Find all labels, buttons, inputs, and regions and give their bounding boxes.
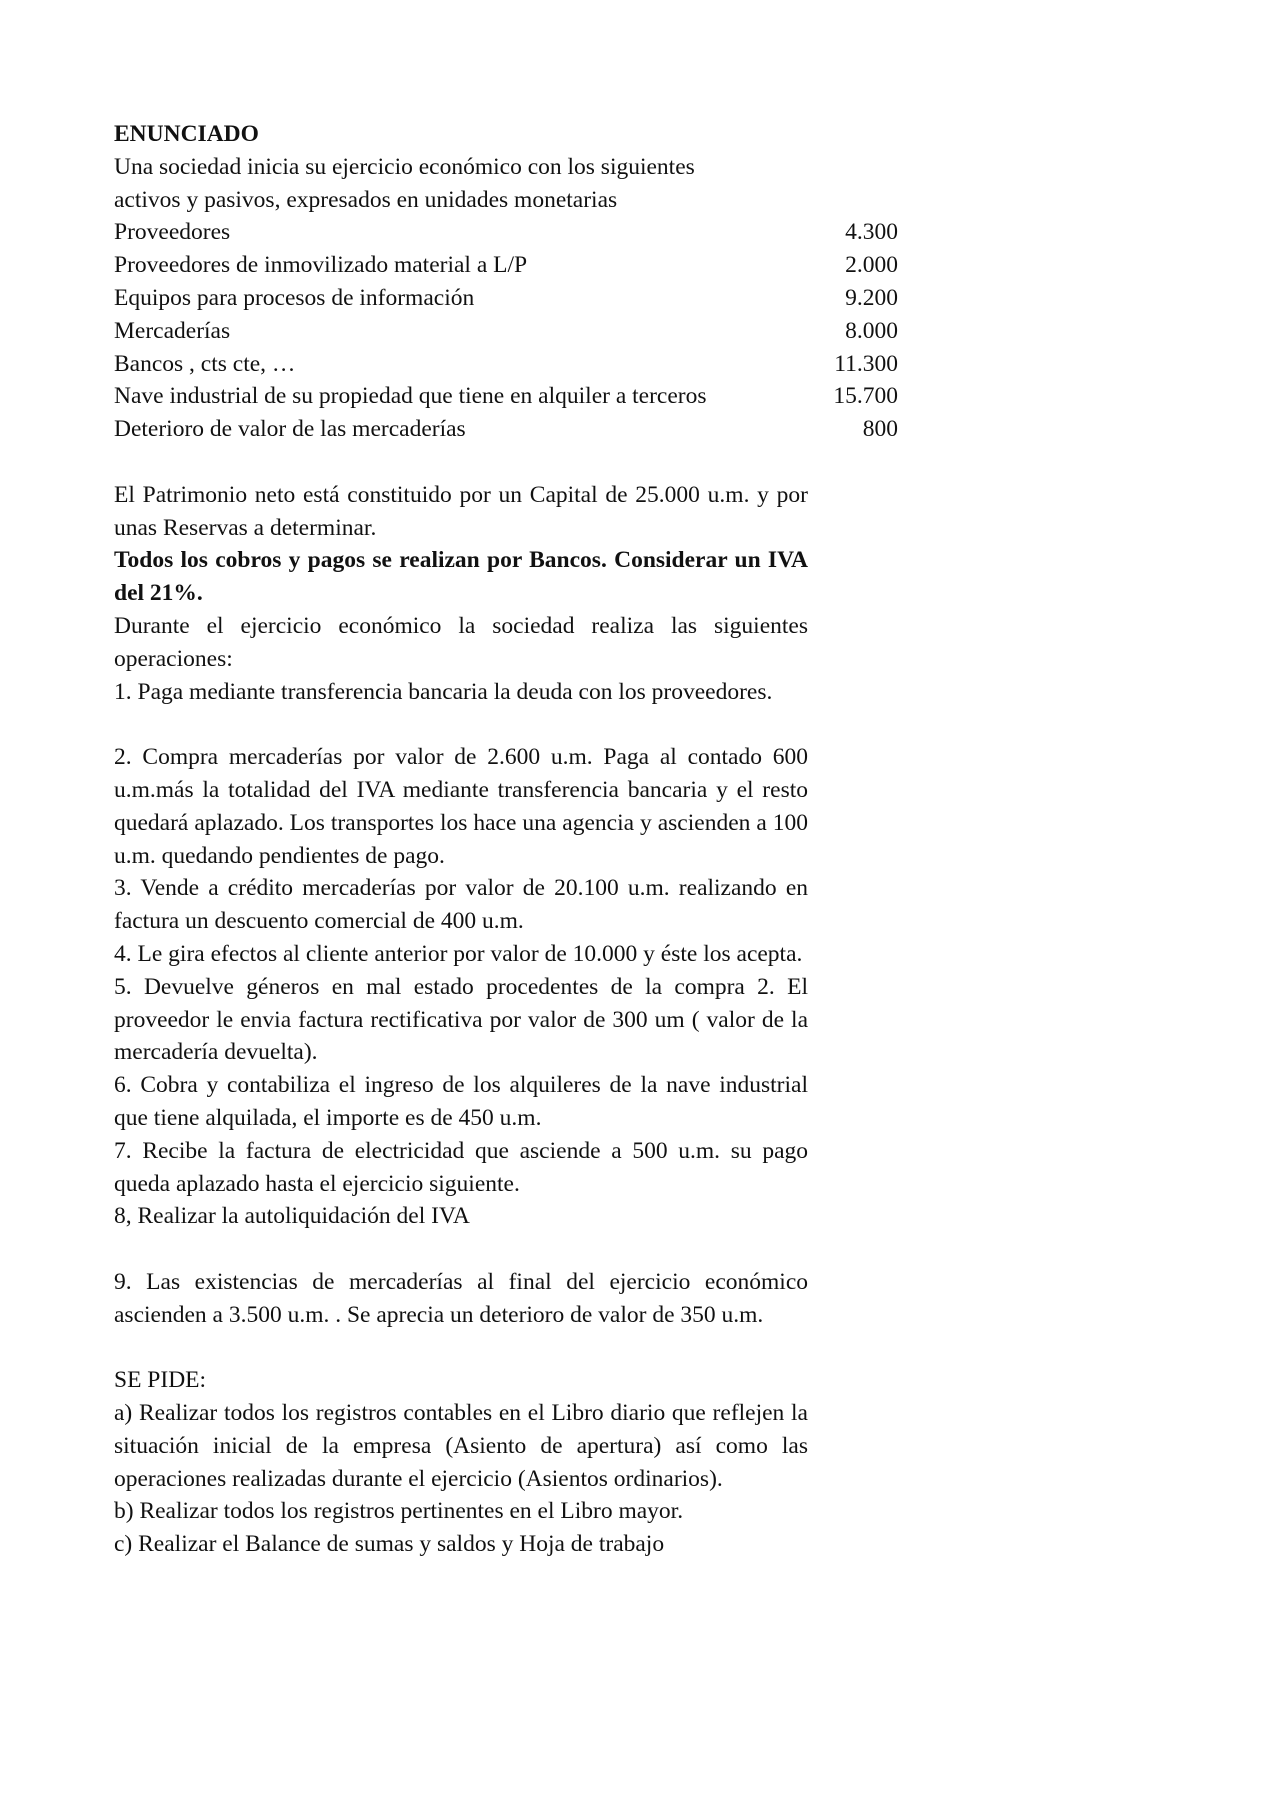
operations-intro: Durante el ejercicio económico la sociedad realiza las siguientes operaciones: <box>114 612 808 672</box>
spacer <box>114 446 1124 479</box>
operation-item: 3. Vende a crédito mercaderías por valor de 20.100 u.m. realizando en factura un descuento comercial de 400 u.m. <box>114 875 808 935</box>
spacer <box>114 1331 808 1364</box>
balance-item-amount: 4.300 <box>845 219 898 246</box>
balance-item-amount: 9.200 <box>845 284 898 311</box>
balance-item <box>114 216 898 249</box>
intro-paragraph <box>114 151 808 217</box>
initial-balance-list <box>114 216 1124 446</box>
balance-item-amount: 8.000 <box>845 317 898 344</box>
balance-item-amount: 800 <box>862 416 898 443</box>
balance-item-label: Mercaderías <box>114 317 231 344</box>
operation-item: 6. Cobra y contabiliza el ingreso de los alquileres de la nave industrial que tiene alquilada, el importe es de 450 u.m. <box>114 1072 808 1131</box>
operation-item: 4. Le gira efectos al cliente anterior por valor de 10.000 y éste los acepta. <box>114 940 803 967</box>
balance-item-amount: 11.300 <box>834 350 898 377</box>
document-heading: ENUNCIADO <box>114 121 259 147</box>
bold-note: Todos los cobros y pagos se realizan por Bancos. Considerar un IVA del 21%. <box>114 547 808 607</box>
balance-item-label: Nave industrial de su propiedad que tiene en alquiler a terceros <box>114 383 707 410</box>
operation-item: 2. Compra mercaderías por valor de 2.600 u.m. Paga al contado 600 u.m.más la totalidad del IVA mediante transferencia bancaria y el resto quedará aplazado. Los transportes los hace una agencia y ascienden a 100 u.m. quedando pendientes de pago. <box>114 744 808 869</box>
balance-item <box>114 413 898 446</box>
balance-item <box>114 249 898 282</box>
document-page <box>114 118 1124 1561</box>
operation-item: 7. Recibe la factura de electricidad que asciende a 500 u.m. su pago queda aplazado hasta el ejercicio siguiente. <box>114 1137 808 1197</box>
spacer <box>114 1233 808 1266</box>
spacer <box>114 708 808 741</box>
balance-item-amount: 2.000 <box>845 252 898 279</box>
task-item: c) Realizar el Balance de sumas y saldos y Hoja de trabajo <box>114 1531 665 1558</box>
balance-item-label: Bancos , cts cte, … <box>114 350 296 377</box>
balance-item-label: Deterioro de valor de las mercaderías <box>114 416 466 443</box>
task-item: b) Realizar todos los registros pertinentes en el Libro mayor. <box>114 1498 684 1525</box>
intro-line: Una sociedad inicia su ejercicio económico con los siguientes <box>114 153 695 180</box>
balance-item-label: Equipos para procesos de información <box>114 284 475 311</box>
balance-item <box>114 348 898 381</box>
balance-item-label: Proveedores <box>114 219 231 246</box>
balance-item <box>114 315 898 348</box>
operation-item: 9. Las existencias de mercaderías al final del ejercicio económico ascienden a 3.500 u.m. . Se aprecia un deterioro de valor de 350 u.m. <box>114 1268 808 1328</box>
balance-item-label: Proveedores de inmovilizado material a L/P <box>114 252 528 279</box>
operation-item: 1. Paga mediante transferencia bancaria la deuda con los proveedores. <box>114 678 773 705</box>
operation-item: 8, Realizar la autoliquidación del IVA <box>114 1203 470 1230</box>
intro-line: activos y pasivos, expresados en unidades monetarias <box>114 186 618 213</box>
patrimonio-paragraph: El Patrimonio neto está constituido por un Capital de 25.000 u.m. y por unas Reservas a determinar. <box>114 481 808 541</box>
balance-item <box>114 380 898 413</box>
balance-item <box>114 282 898 315</box>
operation-item: 5. Devuelve géneros en mal estado procedentes de la compra 2. El proveedor le envia factura rectificativa por valor de 300 um ( valor de la mercadería devuelta). <box>114 973 808 1066</box>
se-pide-title: SE PIDE: <box>114 1367 207 1394</box>
balance-item-amount: 15.700 <box>833 383 898 410</box>
task-item: a) Realizar todos los registros contables en el Libro diario que reflejen la situación inicial de la empresa (Asiento de apertura) así como las operaciones realizadas durante el ejercicio (Asientos ordinarios). <box>114 1400 808 1492</box>
